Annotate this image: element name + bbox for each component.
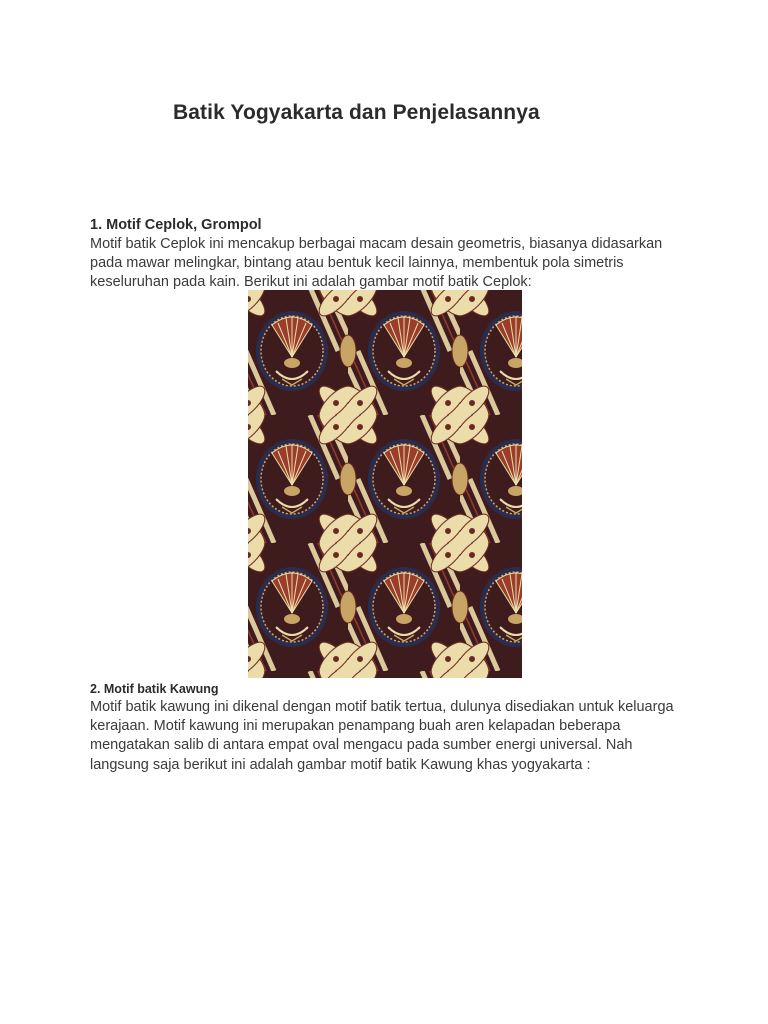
section-motif-ceplok — [90, 216, 690, 293]
section-heading: 2. Motif batik Kawung — [90, 682, 219, 696]
page-title: Batik Yogyakarta dan Penjelasannya — [173, 101, 540, 124]
section-motif-kawung — [90, 680, 690, 775]
section-paragraph: Motif batik Ceplok ini mencakup berbagai macam desain geometris, biasanya didasarkan pada mawar melingkar, bintang atau bentuk kecil lainnya, membentuk pola simetris keseluruhan pada kain. Berikut ini adalah gambar motif batik Ceplok: — [90, 236, 663, 291]
section-paragraph: Motif batik kawung ini dikenal dengan motif batik tertua, dulunya disediakan untuk keluarga kerajaan. Motif kawung ini merupakan penampang buah aren kelapadan beberapa mengatakan salib di antara empat oval mengacu pada sumber energi universal. Nah langsung saja berikut ini adalah gambar motif batik Kawung khas yogyakarta : — [90, 699, 674, 773]
section-heading: 1. Motif Ceplok, Grompol — [90, 217, 262, 233]
batik-ceplok-image — [248, 290, 522, 678]
